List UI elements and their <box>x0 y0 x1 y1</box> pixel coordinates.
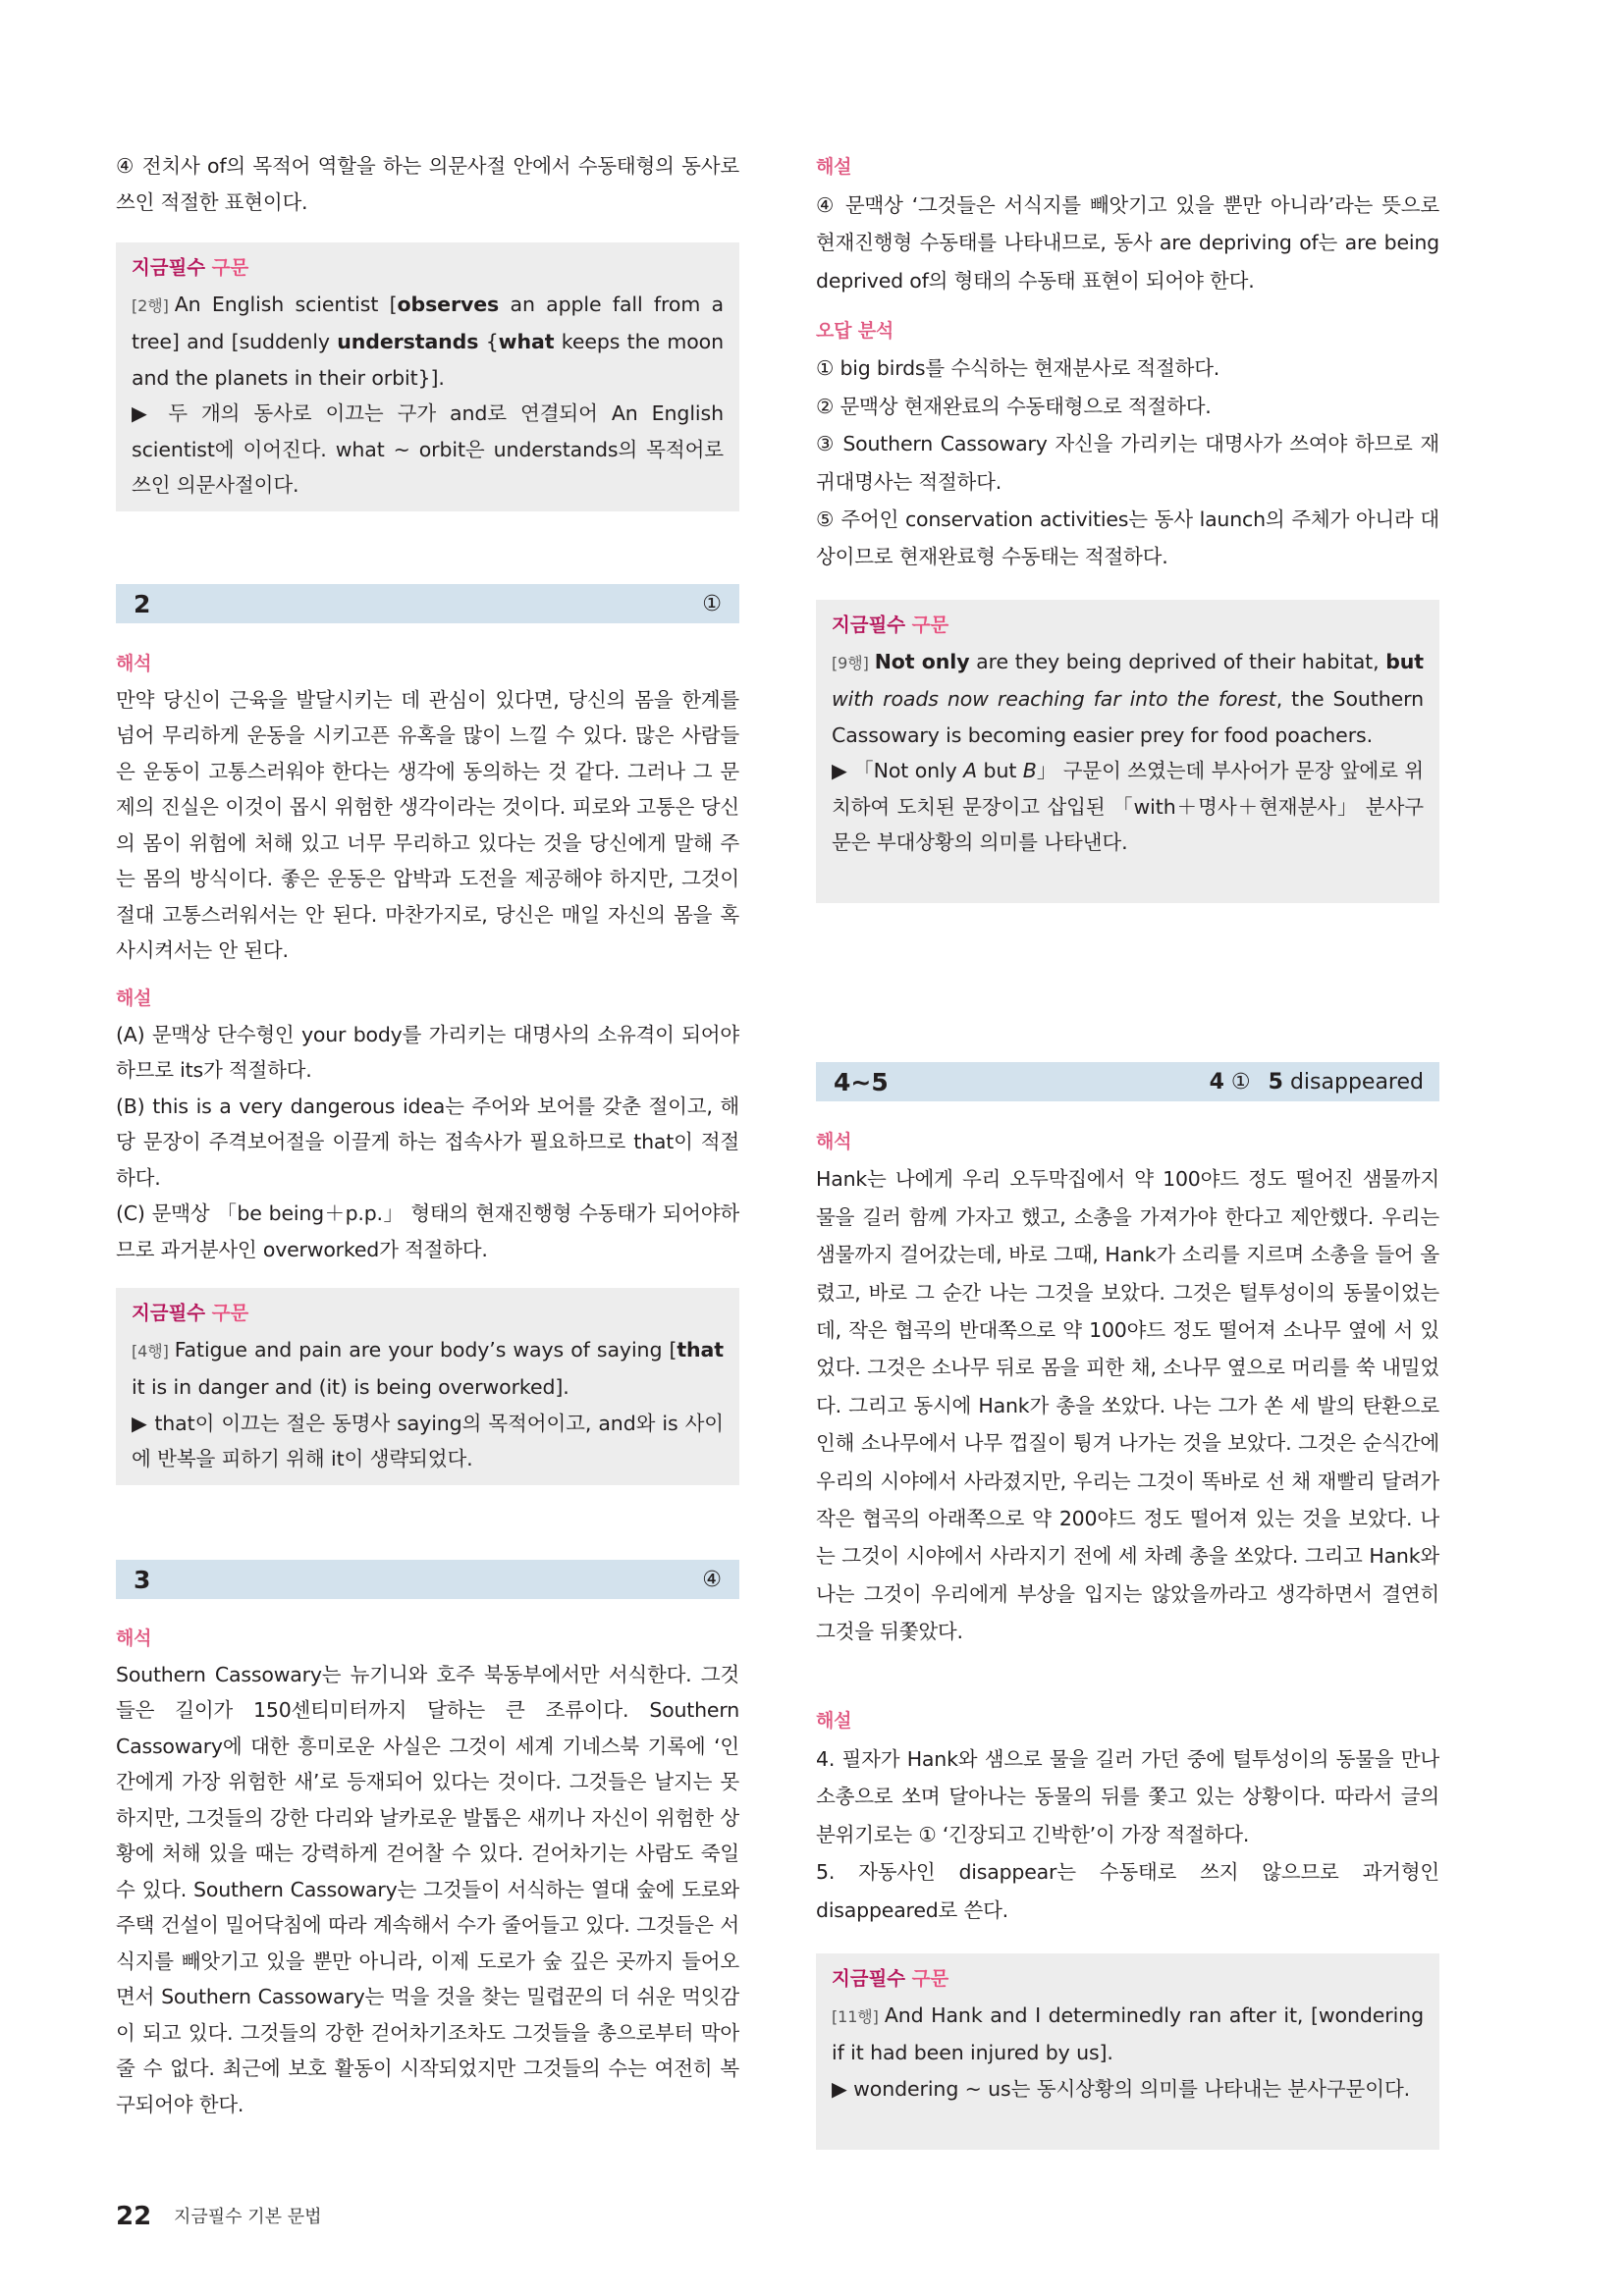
example-sentence <box>832 1998 1424 2071</box>
q3-translation <box>116 1621 739 2122</box>
question-number: 4~5 <box>834 1067 889 1096</box>
explanation-item: (A) 문맥상 단수형인 your body를 가리키는 대명사의 소유격이 되어야 하므로 its가 적절하다. <box>116 1022 739 1082</box>
explanation-item: (C) 문맥상 「be being＋p.p.」 형태의 현재진행형 수동태가 되어야하므로 과거분사인 overworked가 적절하다. <box>116 1201 739 1261</box>
grammar-box-title <box>132 250 724 287</box>
question-header-3 <box>116 1560 739 1599</box>
answer-5-mark: disappeared <box>1289 1069 1424 1095</box>
explanation-item: 4. 필자가 Hank와 샘으로 물을 길러 가던 중에 털투성이의 동물을 만나 소총으로 쏘며 달아나는 동물의 뒤를 쫓고 있는 상황이다. 따라서 글의 분위기로는 ① ‘긴장되고 긴박한’이 가장 적절하다. <box>816 1746 1439 1846</box>
sentence-segment: , the Southern Cassowary is becoming easier prey for food poachers. <box>832 687 1424 747</box>
sentence-segment-bold: what <box>498 330 555 353</box>
wrong-answer-item: ② 문맥상 현재완료의 수동태형으로 적절하다. <box>816 394 1212 418</box>
wrong-answer-item: ⑤ 주어인 conservation activities는 동사 launch의 주체가 아니라 대상이므로 현재완료형 수동태는 적절하다. <box>816 507 1439 569</box>
answer-4-number: 4 <box>1209 1069 1224 1095</box>
explanation-item: 5. 자동사인 disappear는 수동태로 쓰지 않으므로 과거형인 disappeared로 쓴다. <box>816 1860 1439 1922</box>
explanation-label: 해설 <box>816 156 852 178</box>
question-header-4-5 <box>816 1062 1439 1101</box>
page-number: 22 <box>116 2202 152 2231</box>
question-number: 3 <box>134 1565 151 1594</box>
q1-remaining-explanation: ④ 전치사 of의 목적어 역할을 하는 의문사절 안에서 수동태형의 동사로 쓰인 적절한 표현이다. <box>116 154 739 214</box>
sentence-segment: And Hank and I determinedly ran after it, [wondering if it had been injured by us]. <box>832 2002 1424 2064</box>
answer-mark: ④ <box>702 1567 722 1592</box>
q3-explanation <box>816 148 1439 299</box>
grammar-box-title-brand: 지금필수 <box>132 256 205 279</box>
grammar-box-title <box>832 608 1424 644</box>
answer-4-mark: ① <box>1230 1069 1251 1095</box>
grammar-note <box>832 753 1424 861</box>
example-sentence <box>832 644 1424 754</box>
line-reference: [4행] <box>132 1341 169 1361</box>
grammar-box-q45 <box>816 1953 1439 2150</box>
grammar-box-title-kind: 구문 <box>911 1967 949 1990</box>
explanation-item: (B) this is a very dangerous idea는 주어와 보어를 갖춘 절이고, 해당 문장이 주격보어절을 이끌게 하는 접속사가 필요하므로 that이 적절하다. <box>116 1094 739 1190</box>
note-segment-italic: B <box>1022 759 1037 782</box>
wrong-answer-label: 오답 분석 <box>816 320 894 342</box>
q3-wrong-answer-analysis <box>816 312 1439 576</box>
grammar-box-title <box>832 1961 1424 1998</box>
grammar-box-title-brand: 지금필수 <box>832 1967 905 1990</box>
grammar-box-q3 <box>816 600 1439 903</box>
line-reference: [11행] <box>832 2006 879 2026</box>
book-title: 지금필수 기본 문법 <box>174 2207 322 2227</box>
note-segment: but <box>977 759 1023 782</box>
question-header-2 <box>116 584 739 623</box>
grammar-box-title-brand: 지금필수 <box>832 614 905 636</box>
sentence-segment-bold: Not only <box>874 649 970 673</box>
grammar-box-q2 <box>116 1288 739 1485</box>
sentence-segment-bold: understands <box>337 330 479 353</box>
grammar-note: ▶ 두 개의 동사로 이끄는 구가 and로 연결되어 An English scientist에 이어진다. what ~ orbit은 understands의 목적어로 쓰인 의문사절이다. <box>132 401 724 497</box>
grammar-box-title-kind: 구문 <box>211 1302 249 1324</box>
grammar-box-title-kind: 구문 <box>911 614 949 636</box>
grammar-box-title-kind: 구문 <box>211 256 249 279</box>
wrong-answer-item: ① big birds를 수식하는 현재분사로 적절하다. <box>816 356 1220 381</box>
line-reference: [2행] <box>132 295 169 315</box>
sentence-segment-bold: that <box>677 1337 724 1362</box>
note-segment: ▶ 「Not only <box>832 759 964 782</box>
answer-5-number: 5 <box>1268 1069 1283 1095</box>
translation-label: 해석 <box>816 1131 852 1152</box>
grammar-note: ▶ wondering ~ us는 동시상황의 의미를 나타내는 분사구문이다. <box>832 2076 1411 2101</box>
explanation-text: ④ 문맥상 ‘그것들은 서식지를 빼앗기고 있을 뿐만 아니라’라는 뜻으로 현재진행형 수동태를 나타내므로, 동사 are depriving of는 are being deprived of의 형태의 수동태 표현이 되어야 한다. <box>816 192 1439 293</box>
wrong-answer-item: ③ Southern Cassowary 자신을 가리키는 대명사가 쓰여야 하므로 재귀대명사는 적절하다. <box>816 432 1439 494</box>
sentence-segment-bold: observes <box>397 292 500 316</box>
note-segment-italic: A <box>963 759 978 782</box>
sentence-segment: an apple fall from a tree] and [suddenly <box>132 292 725 353</box>
explanation-label: 해설 <box>816 1710 852 1732</box>
explanation-label: 해설 <box>116 988 152 1009</box>
sentence-segment: An English scientist [ <box>174 292 398 316</box>
sentence-segment: are they being deprived of their habitat, <box>969 649 1386 673</box>
q45-translation <box>816 1123 1439 1651</box>
translation-text: Southern Cassowary는 뉴기니와 호주 북동부에서만 서식한다. 그것들은 길이가 150센티미터까지 달하는 큰 조류이다. Southern Cassowary에 대한 흥미로운 사실은 그것이 세계 기네스북 기록에 ‘인간에게 가장 위험한 새’로 등재되어 있다는 것이다. 그것들은 날지는 못하지만, 그것들의 강한 다리와 날카로운 발톱은 새끼나 자신이 위험한 상황에 처해 있을 때는 강력하게 걷어찰 수 있다. 걷어차기는 사람도 죽일 수 있다. Southern Cassowary는 그것들이 서식하는 열대 숲에 도로와 주택 건설이 밀어닥침에 따라 계속해서 수가 줄어들고 있다. 그것들은 서식지를 빼앗기고 있을 뿐만 아니라, 이제 도로가 숲 깊은 곳까지 들어오면서 Southern Cassowary는 먹을 것을 찾는 밀렵꾼의 더 쉬운 먹잇감이 되고 있다. 그것들의 강한 걷어차기조차도 그것들을 총으로부터 막아줄 수 없다. 최근에 보호 활동이 시작되었지만 그것들의 수는 여전히 복구되어야 한다. <box>116 1662 739 2116</box>
grammar-box-q1 <box>116 242 739 511</box>
sentence-segment: it is in danger and (it) is being overworked]. <box>132 1375 569 1399</box>
q2-translation <box>116 646 739 969</box>
translation-text: 만약 당신이 근육을 발달시키는 데 관심이 있다면, 당신의 몸을 한계를 넘어 무리하게 운동을 시키고픈 유혹을 많이 느낄 수 있다. 많은 사람들은 운동이 고통스러워야 한다는 생각에 동의하는 것 같다. 그러나 그 문제의 진실은 이것이 몹시 위험한 생각이라는 것이다. 피로와 고통은 당신의 몸이 위험에 처해 있고 너무 무리하고 있다는 것을 당신에게 말해 주는 몸의 방식이다. 좋은 운동은 압박과 도전을 제공해야 하지만, 그것이 절대 고통스러워서는 안 된다. 마찬가지로, 당신은 매일 자신의 몸을 혹사시켜서는 안 된다. <box>116 687 739 962</box>
answer-marks <box>1210 1070 1424 1095</box>
q2-explanation <box>116 981 739 1267</box>
grammar-box-title <box>132 1296 724 1332</box>
q45-explanation <box>816 1702 1439 1930</box>
answer-mark: ① <box>702 591 722 616</box>
note-segment: 」 구문이 쓰였는데 부사어가 문장 앞에로 위치하여 도치된 문장이고 삽입된 「with＋명사＋현재분사」 분사구문은 부대상황의 의미를 나타낸다. <box>832 759 1424 854</box>
sentence-segment-bold: but <box>1385 649 1425 673</box>
grammar-note: ▶ that이 이끄는 절은 동명사 saying의 목적어이고, and와 is 사이에 반복을 피하기 위해 it이 생략되었다. <box>132 1411 724 1470</box>
sentence-segment: { <box>478 330 499 353</box>
grammar-box-title-brand: 지금필수 <box>132 1302 205 1324</box>
sentence-segment: keeps the moon and the planets in their orbit}]. <box>132 330 725 390</box>
translation-label: 해석 <box>116 1628 152 1649</box>
line-reference: [9행] <box>832 653 869 672</box>
sentence-segment: Fatigue and pain are your body’s ways of saying [ <box>174 1337 677 1362</box>
example-sentence <box>132 287 724 397</box>
translation-label: 해석 <box>116 653 152 674</box>
sentence-segment-italic: with roads now reaching far into the forest <box>832 687 1276 711</box>
example-sentence <box>132 1332 724 1406</box>
question-number: 2 <box>134 589 151 618</box>
translation-text: Hank는 나에게 우리 오두막집에서 약 100야드 정도 떨어진 샘물까지 물을 길러 함께 가자고 했고, 소총을 가져가야 한다고 제안했다. 우리는 샘물까지 걸어갔는데, 바로 그때, Hank가 소리를 지르며 소총을 들어 올렸고, 바로 그 순간 나는 그것을 보았다. 그것은 털투성이의 동물이었는데, 작은 협곡의 반대쪽으로 약 100야드 정도 떨어져 소나무 옆에 서 있었다. 그것은 소나무 뒤로 몸을 피한 채, 소나무 옆으로 머리를 쑥 내밀었다. 그리고 동시에 Hank가 총을 쏘았다. 나는 그가 쏜 세 발의 탄환으로 인해 소나무에서 나무 껍질이 튕겨 나가는 것을 보았다. 그것은 순식간에 우리의 시야에서 사라졌지만, 우리는 그것이 똑바로 선 채 재빨리 달려가 작은 협곡의 아래쪽으로 약 200야드 정도 떨어져 있는 것을 보았다. 나는 그것이 시야에서 사라지기 전에 세 차례 총을 쏘았다. 그리고 Hank와 나는 그것이 우리에게 부상을 입지는 않았을까라고 생각하면서 결연히 그것을 뒤쫓았다. <box>816 1167 1439 1644</box>
